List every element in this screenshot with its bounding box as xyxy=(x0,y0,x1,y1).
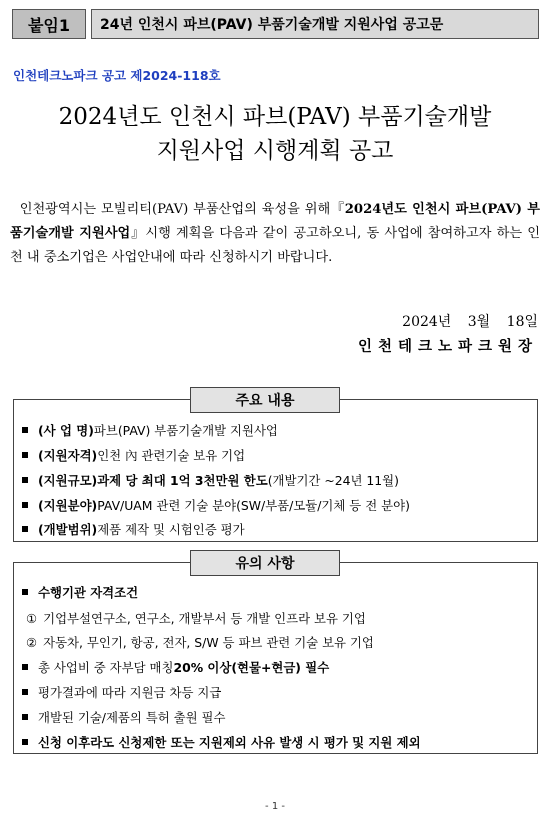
intro-program-name: 2024년도 인천시 파브(PAV) 부품기술개발 지원사업 xyxy=(10,202,541,241)
notes-box xyxy=(13,556,538,754)
notes-sub-item: ② 자동차, 무인기, 항공, 전자, S/W 등 파브 관련 기술 보유 기업 xyxy=(26,634,374,650)
bullet-icon xyxy=(22,427,28,433)
notice-number: 인천테크노파크 공고 제2024-118호 xyxy=(13,68,221,83)
issuing-organization: 인천테크노파크원장 xyxy=(357,338,538,355)
bullet-icon xyxy=(22,477,28,483)
summary-item-scope: (개발범위) 제품 제작 및 시험인증 평가 xyxy=(22,520,245,538)
bullet-icon xyxy=(22,526,28,532)
notes-item-patent: 개발된 기술/제품의 특허 출원 필수 xyxy=(22,708,226,726)
summary-item-name: (사 업 명) 파브(PAV) 부품기술개발 지원사업 xyxy=(22,421,278,439)
title-line-1: 2024년도 인천시 파브(PAV) 부품기술개발 xyxy=(58,104,492,130)
notes-item-evaluation: 평가결과에 따라 지원금 차등 지급 xyxy=(22,683,221,701)
notes-sub-item: ① 기업부설연구소, 연구소, 개발부서 등 개발 인프라 보유 기업 xyxy=(26,610,366,626)
summary-item-field: (지원분야) PAV/UAM 관련 기술 분야(SW/부품/모듈/기체 등 전 분야) xyxy=(22,496,410,514)
bullet-icon xyxy=(22,589,28,595)
intro-before: 인천광역시는 모빌리티(PAV) 부품산업의 육성을 위해『 xyxy=(19,202,345,217)
circled-number-1: ① xyxy=(26,610,38,626)
bullet-icon xyxy=(22,714,28,720)
bullet-icon xyxy=(22,739,28,745)
attachment-header xyxy=(12,9,539,39)
bullet-icon xyxy=(22,452,28,458)
bullet-icon xyxy=(22,664,28,670)
notes-item-exclusion: 신청 이후라도 신청제한 또는 지원제외 사유 발생 시 평가 및 지원 제외 xyxy=(22,733,421,751)
document-title xyxy=(0,100,550,168)
circled-number-2: ② xyxy=(26,634,38,650)
notes-qualification-heading: 수행기관 자격조건 xyxy=(22,583,138,601)
attachment-tag: 붙임1 xyxy=(12,9,86,39)
summary-item-eligibility: (지원자격) 인천 內 관련기술 보유 기업 xyxy=(22,446,245,464)
summary-label: 주요 내용 xyxy=(190,387,340,413)
page-number: - 1 - xyxy=(265,801,285,812)
notice-date: 2024년 3월 18일 xyxy=(402,314,538,330)
bullet-icon xyxy=(22,689,28,695)
bullet-icon xyxy=(22,502,28,508)
notes-item-matching: 총 사업비 중 자부담 매칭 20% 이상(현물+현금) 필수 xyxy=(22,658,329,676)
summary-box xyxy=(13,393,538,542)
intro-after: 』시행 계획을 다음과 같이 공고하오니, 동 사업에 참여하고자 하는 인천 내 중소기업은 사업안내에 따라 신청하시기 바랍니다. xyxy=(10,226,540,265)
summary-item-scale: (지원규모) 과제 당 최대 1억 3천만원 한도 (개발기간 ~24년 11월) xyxy=(22,471,399,489)
intro-paragraph xyxy=(10,198,540,270)
title-line-2: 지원사업 시행계획 공고 xyxy=(156,138,394,164)
notes-label: 유의 사항 xyxy=(190,550,340,576)
attachment-title: 24년 인천시 파브(PAV) 부품기술개발 지원사업 공고문 xyxy=(91,9,539,39)
